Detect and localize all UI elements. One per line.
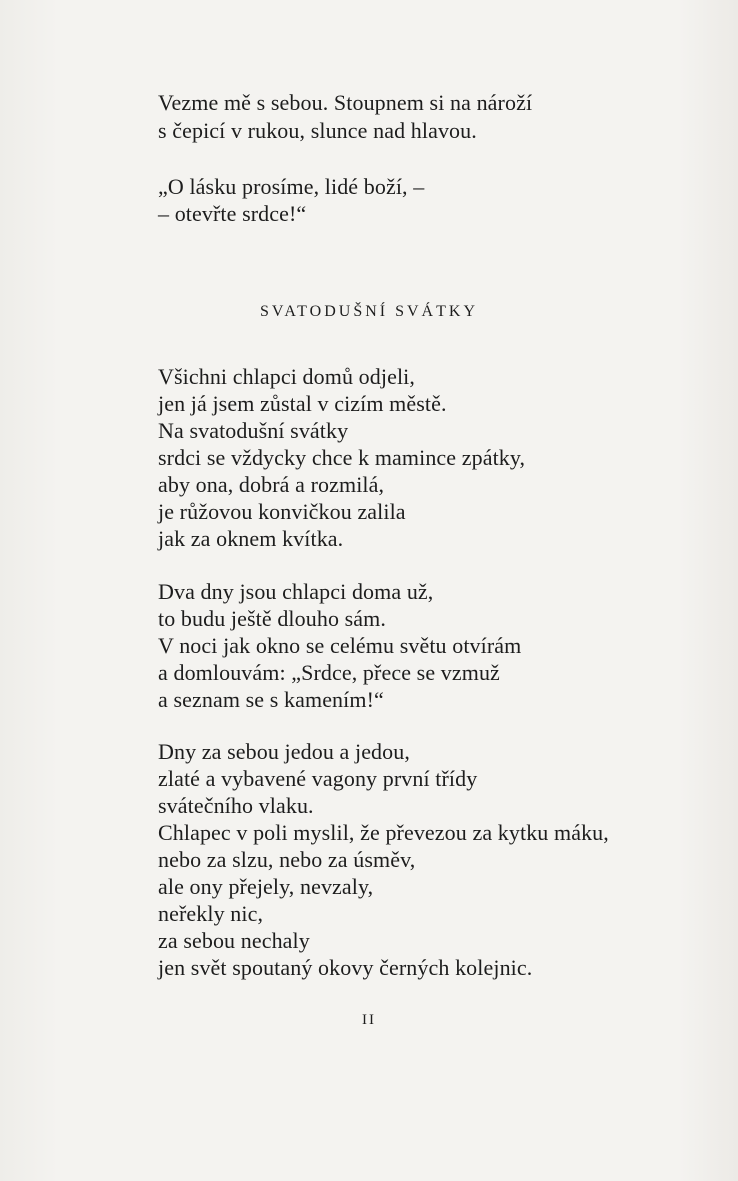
poem-line: a domlouvám: „Srdce, přece se vzmuž — [158, 660, 500, 685]
poem-line: V noci jak okno se celému světu otvírám — [158, 633, 522, 658]
poem-line: aby ona, dobrá a rozmilá, — [158, 472, 385, 497]
poem-line: s čepicí v rukou, slunce nad hlavou. — [158, 118, 477, 143]
poem-line: jak za oknem kvítka. — [158, 526, 344, 551]
poem-line: a seznam se s kamením!“ — [158, 687, 384, 712]
poem-line: jen svět spoutaný okovy černých kolejnic. — [158, 955, 533, 980]
poem-line: za sebou nechaly — [158, 928, 310, 953]
poem-line: Na svatodušní svátky — [158, 418, 349, 443]
page-number: II — [362, 1012, 376, 1028]
poem-line: zlaté a vybavené vagony první třídy — [158, 766, 478, 791]
poem-title: SVATODUŠNÍ SVÁTKY — [260, 303, 478, 320]
poem-line: Dva dny jsou chlapci doma už, — [158, 579, 434, 604]
poem-line: neřekly nic, — [158, 901, 264, 926]
poem-line: Chlapec v poli myslil, že převezou za kytku máku, — [158, 820, 609, 845]
poem-line: jen já jsem zůstal v cizím městě. — [158, 391, 447, 416]
poem-line: je růžovou konvičkou zalila — [158, 499, 406, 524]
poem-line: – otevřte srdce!“ — [158, 201, 307, 226]
poem-line: „O lásku prosíme, lidé boží, – — [158, 174, 425, 199]
poem-line: Vezme mě s sebou. Stoupnem si na nároží — [158, 90, 533, 115]
poem-line: to budu ještě dlouho sám. — [158, 606, 386, 631]
poem-line: svátečního vlaku. — [158, 793, 314, 818]
poem-line: ale ony přejely, nevzaly, — [158, 874, 374, 899]
poem-line: srdci se vždycky chce k mamince zpátky, — [158, 445, 526, 470]
poem-line: Všichni chlapci domů odjeli, — [158, 364, 415, 389]
poem-line: nebo za slzu, nebo za úsměv, — [158, 847, 416, 872]
poem-line: Dny za sebou jedou a jedou, — [158, 739, 410, 764]
